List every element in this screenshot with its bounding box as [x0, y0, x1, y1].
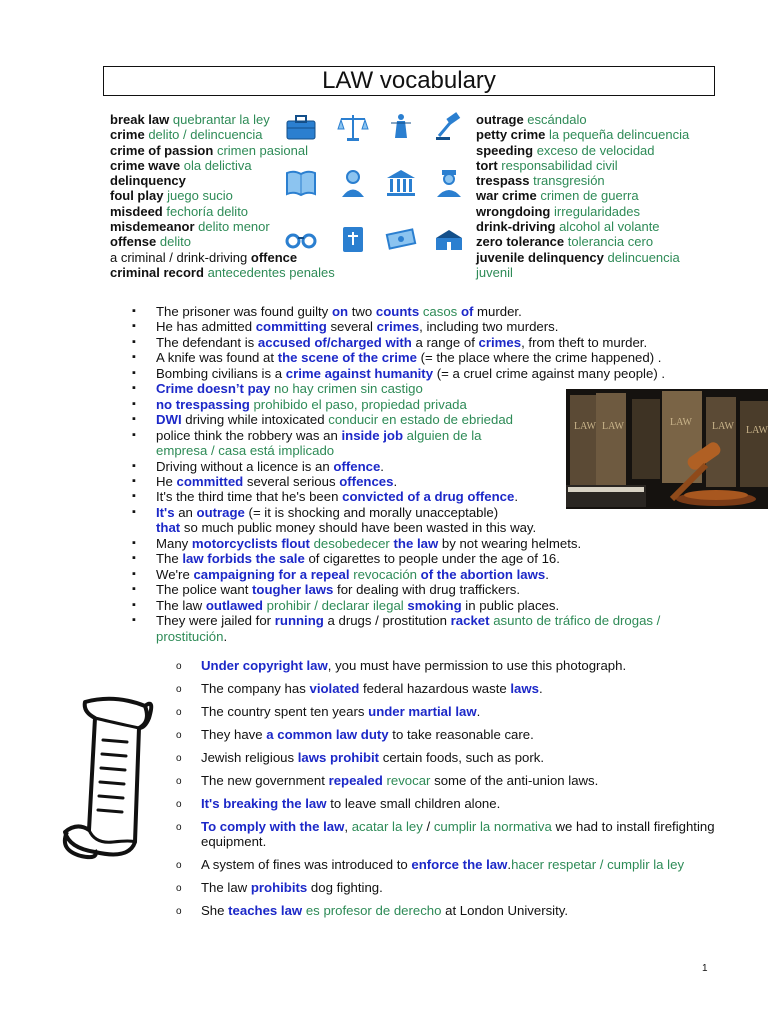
vocab-item: crime of passion crimen pasional: [110, 142, 308, 158]
list-item: ▪ Crime doesn’t pay no hay crimen sin castigo: [132, 381, 752, 396]
list-item: ▪ The law forbids the sale of cigarettes to people under the age of 16.: [132, 551, 752, 566]
list-item: ▪ police think the robbery was an inside job alguien de la empresa / casa está implicado: [132, 428, 752, 459]
vocab-item: zero tolerance tolerancia cero: [476, 234, 654, 250]
list-item: ▪ He committed several serious offences.: [132, 474, 752, 489]
scroll-icon: [55, 692, 155, 862]
law-books-gavel-photo: [566, 389, 768, 509]
book-icon: [285, 168, 317, 198]
vocab-item: juvenile delinquency delincuencia: [476, 249, 680, 265]
list-item: o The new government repealed revocar some of the anti-union laws.: [176, 773, 756, 788]
vocab-item: misdeed fechoría delito: [110, 203, 249, 219]
briefcase-icon: [285, 112, 317, 142]
list-item: ▪ The law outlawed prohibir / declarar ilegal smoking in public places.: [132, 598, 752, 613]
page-title: LAW vocabulary: [103, 66, 715, 96]
list-item: o Under copyright law, you must have permission to use this photograph.: [176, 658, 756, 673]
page-number: 1: [702, 963, 708, 974]
vocab-item: misdemeanor delito menor: [110, 219, 270, 235]
law-icons-grid: [285, 112, 475, 274]
list-item: o The law prohibits dog fighting.: [176, 880, 756, 895]
list-item: o The company has violated federal hazardous waste laws.: [176, 681, 756, 696]
list-item: ▪ They were jailed for running a drugs / prostitution racket asunto de tráfico de drogas / prostitución.: [132, 613, 752, 644]
list-item: o Jewish religious laws prohibit certain foods, such as pork.: [176, 750, 756, 765]
money-icon: [385, 224, 417, 254]
list-item: ▪ The defendant is accused of/charged with a range of crimes, from theft to murder.: [132, 335, 752, 350]
vocab-item: wrongdoing irregularidades: [476, 203, 640, 219]
list-item: ▪ He has admitted committing several crimes, including two murders.: [132, 319, 752, 334]
list-item: o She teaches law es profesor de derecho at London University.: [176, 903, 756, 918]
gavel-icon: [433, 112, 465, 142]
vocab-item: break law quebrantar la ley: [110, 112, 270, 127]
svg-text:LAW: LAW: [670, 417, 692, 428]
prison-icon: [433, 224, 465, 254]
list-item: ▪ The police want tougher laws for dealing with drug traffickers.: [132, 582, 752, 597]
vocab-item: crime wave ola delictiva: [110, 157, 252, 173]
list-item: ▪ The prisoner was found guilty on two counts casos of murder.: [132, 304, 752, 319]
vocab-item: foul play juego sucio: [110, 188, 233, 204]
list-item: ▪ DWI driving while intoxicated conducir en estado de ebriedad: [132, 412, 752, 427]
courthouse-icon: [385, 168, 417, 198]
list-item: o A system of fines was introduced to enforce the law.hacer respetar / cumplir la ley: [176, 857, 756, 872]
law-examples-list: [176, 658, 756, 926]
svg-text:LAW: LAW: [712, 421, 734, 432]
list-item: ▪ Many motorcyclists flout desobedecer the law by not wearing helmets.: [132, 536, 752, 551]
judge-icon: [337, 168, 369, 198]
vocab-item: petty crime la pequeña delincuencia: [476, 127, 690, 143]
vocab-item: war crime crimen de guerra: [476, 188, 639, 204]
vocab-item: delinquency: [110, 173, 186, 189]
list-item: ▪ It's an outrage (= it is shocking and morally unacceptable) that so much public money should have been wasted in this way.: [132, 505, 752, 536]
list-item: o To comply with the law, acatar la ley / cumplir la normativa we had to install firefighting equipment.: [176, 819, 756, 850]
list-item: o They have a common law duty to take reasonable care.: [176, 727, 756, 742]
police-officer-icon: [433, 168, 465, 198]
list-item: ▪ Bombing civilians is a crime against humanity (= a cruel crime against many people) .: [132, 366, 752, 381]
list-item: ▪ It's the third time that he's been convicted of a drug offence.: [132, 489, 752, 504]
svg-text:LAW: LAW: [746, 425, 768, 436]
svg-text:LAW: LAW: [602, 421, 624, 432]
vocab-item: outrage escándalo: [476, 112, 587, 127]
vocab-item: juvenil: [476, 264, 513, 280]
list-item: ▪ We're campaigning for a repeal revocación of the abortion laws.: [132, 567, 752, 582]
list-item: o It's breaking the law to leave small children alone.: [176, 796, 756, 811]
vocab-item: a criminal / drink-driving offence: [110, 249, 298, 265]
list-item: ▪ Driving without a licence is an offence.: [132, 459, 752, 474]
justice-statue-icon: [385, 112, 417, 142]
list-item: ▪ no trespassing prohibido el paso, propiedad privada: [132, 397, 752, 412]
list-item: o The country spent ten years under martial law.: [176, 704, 756, 719]
vocab-item: offense delito: [110, 234, 191, 250]
vocab-item: criminal record antecedentes penales: [110, 264, 335, 280]
vocab-item: speeding exceso de velocidad: [476, 142, 655, 158]
vocab-item: drink-driving alcohol al volante: [476, 219, 660, 235]
handcuffs-icon: [285, 224, 317, 254]
list-item: ▪ A knife was found at the scene of the crime (= the place where the crime happened) .: [132, 350, 752, 365]
svg-text:LAW: LAW: [574, 421, 596, 432]
vocab-right-column: [476, 112, 689, 280]
vocab-item: trespass transgresión: [476, 173, 605, 189]
bible-icon: [337, 224, 369, 254]
vocab-item: tort responsabilidad civil: [476, 157, 618, 173]
vocab-item: crime delito / delincuencia: [110, 127, 263, 143]
scales-icon: [337, 112, 369, 142]
